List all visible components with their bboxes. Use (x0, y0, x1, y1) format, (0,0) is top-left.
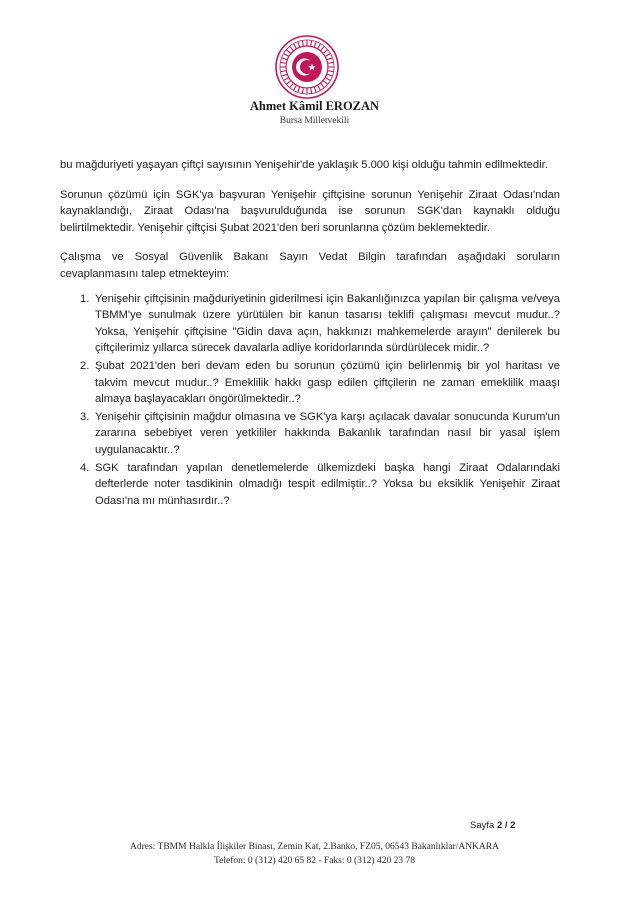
tbmm-seal-icon (274, 34, 340, 100)
author-name: Ahmet Kâmil EROZAN (249, 99, 380, 113)
page-number: 2 / 2 (496, 820, 516, 831)
question-item (60, 460, 560, 510)
author-constituency: Bursa Milletvekili (279, 116, 350, 126)
paragraph-intro: bu mağduriyeti yaşayan çiftçi sayısının Yenişehir'de yaklaşık 5.000 kişi olduğu tahmin edilmektedir. (60, 159, 548, 171)
question-number: 1. (80, 292, 90, 305)
question-number: 4. (80, 461, 90, 474)
question-item (60, 291, 560, 357)
question-item (60, 409, 560, 459)
question-item (60, 358, 560, 408)
paragraph-problem: Sorunun çözümü için SGK'ya başvuran Yenişehir çiftçisine sorunun Yenişehir Ziraat Odası'ndan kaynaklandığı, Ziraat Odası'na başvurulduğunda ise sorunun SGK'dan kaynaklı olduğu belirtilmektedir. Yenişehir çiftçisi Şubat 2021'den beri sorunlarına çözüm beklemektedir. (60, 188, 560, 234)
question-text: Yenişehir çiftçisinin mağdur olmasına ve SGK'ya karşı açılacak davalar sonucunda Kurum'un zararına sebebiyet veren yetkililer hakkında Bakanlık tarafından nasıl bir yasal işlem uygulanacaktır..? (95, 410, 560, 456)
footer-address: Adres: TBMM Halkla İlişkiler Binası, Zemin Kat, 2.Banko, FZ05, 06543 Bakanlıklar/ANKARA (130, 842, 499, 852)
question-number: 2. (80, 359, 90, 372)
tbmm-seal-logo (274, 34, 340, 100)
question-number: 3. (80, 410, 90, 423)
document-body (60, 157, 560, 510)
question-text: SGK tarafından yapılan denetlemelerde ülkemizdeki başka hangi Ziraat Odalarındaki defterlerde noter tasdikinin olmadığı tespit edilmiştir..? Yoksa bu eksiklik Yenişehir Ziraat Odası'na mı münhasırdır..? (95, 461, 560, 507)
question-text: Yenişehir çiftçisinin mağduriyetinin giderilmesi için Bakanlığınızca yapılan bir çalışma ve/veya TBMM'ye sunulmak üzere yürütülen bir kanun tasarısı teklifi çalışması mevcut mudur..? Yoksa, Yenişehir çiftçisine "Gidin dava açın, hakkınızı mahkemelerde arayın" denilerek bu çiftçilerimiz yıllarca sürecek davalarla adliye koridorlarında sürdürülecek midir..? (95, 292, 560, 355)
question-list (60, 291, 560, 510)
question-text: Şubat 2021'den beri devam eden bu sorunun çözümü için belirlenmiş bir yol haritası ve takvim mevcut mudur..? Emeklilik hakkı gasp edilen çiftçilerin ne zaman emeklilik maaşı almaya başlayacakları öngörülmektedir..? (95, 359, 560, 406)
paragraph-request: Çalışma ve Sosyal Güvenlik Bakanı Sayın Vedat Bilgin tarafından aşağıdaki soruların cevaplanmasını talep etmekteyim: (60, 251, 560, 280)
footer-phone: Telefon: 0 (312) 420 65 82 - Faks: 0 (312) 420 23 78 (214, 856, 415, 866)
page-indicator (470, 820, 515, 831)
page-label: Sayfa (470, 820, 495, 831)
